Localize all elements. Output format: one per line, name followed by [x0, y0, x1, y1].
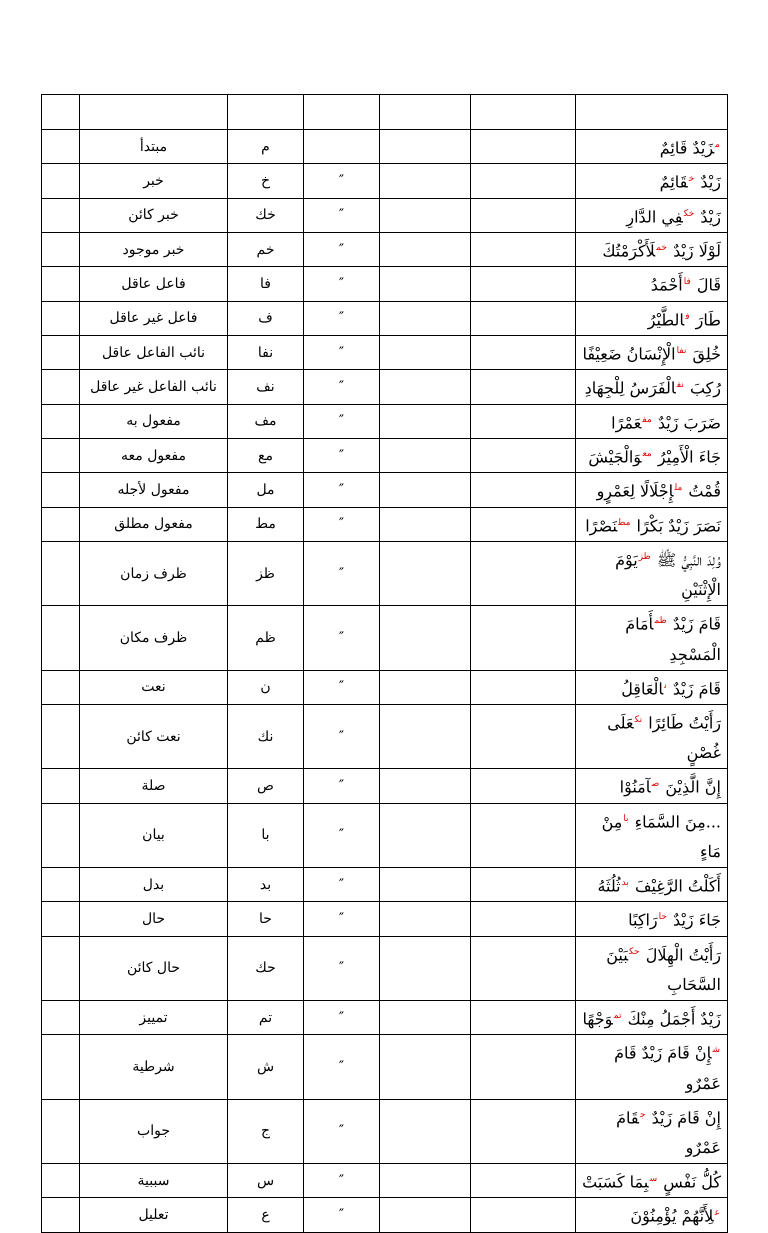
role-name-cell: شرطية — [80, 1035, 228, 1099]
number-cell — [42, 404, 80, 438]
empty-cell — [380, 1198, 471, 1232]
example-text-before: زَيْدٌ — [700, 206, 721, 226]
table-row — [42, 936, 728, 1000]
example-cell — [576, 198, 728, 232]
example-text-after: الْإِنْسَانُ ضَعِيْفًا — [582, 344, 676, 364]
empty-cell — [471, 803, 576, 867]
number-cell — [42, 370, 80, 404]
example-cell — [576, 404, 728, 438]
abbreviation-cell: م — [228, 130, 304, 164]
role-marker: مع — [642, 448, 652, 459]
example-text-before: زَيْدٌ أَجْمَلُ مِنْكَ — [627, 1009, 721, 1029]
table-row — [42, 164, 728, 198]
ditto-cell: ″ — [304, 867, 380, 901]
role-name-cell: مفعول مطلق — [80, 507, 228, 541]
example-text-after: بِمَا كَسَبَتْ — [582, 1172, 649, 1192]
role-name-cell: فاعل غير عاقل — [80, 301, 228, 335]
abbreviation-cell: مف — [228, 404, 304, 438]
number-cell — [42, 473, 80, 507]
example-cell — [576, 541, 728, 605]
empty-cell — [380, 301, 471, 335]
example-text-before: إِنَّ الَّذِيْنَ — [665, 777, 721, 797]
table-row — [42, 198, 728, 232]
table-row — [42, 473, 728, 507]
ditto-cell: ″ — [304, 301, 380, 335]
number-cell — [42, 438, 80, 472]
header-cell — [380, 95, 471, 130]
empty-cell — [471, 1163, 576, 1197]
role-marker: خك — [683, 208, 695, 219]
number-cell — [42, 198, 80, 232]
role-name-cell: ظرف زمان — [80, 541, 228, 605]
abbreviation-cell: خ — [228, 164, 304, 198]
header-cell — [228, 95, 304, 130]
role-marker: ف — [685, 311, 690, 322]
ditto-cell: ″ — [304, 370, 380, 404]
empty-cell — [471, 404, 576, 438]
empty-cell — [471, 335, 576, 369]
example-cell — [576, 704, 728, 768]
abbreviation-cell: نف — [228, 370, 304, 404]
header-row — [42, 95, 728, 130]
table-row — [42, 1198, 728, 1232]
empty-cell — [471, 769, 576, 803]
example-text-before: جَاءَ الْأَمِيْرُ — [657, 447, 721, 467]
example-text-before: خُلِقَ — [692, 344, 721, 364]
example-text-after: أَمَامَ الْمَسْجِدِ — [625, 614, 721, 664]
ditto-cell: ″ — [304, 936, 380, 1000]
empty-cell — [380, 335, 471, 369]
example-cell — [576, 473, 728, 507]
table-row — [42, 541, 728, 605]
example-cell — [576, 1198, 728, 1232]
abbreviation-cell: ظز — [228, 541, 304, 605]
example-cell — [576, 670, 728, 704]
ditto-cell: ″ — [304, 1198, 380, 1232]
number-cell — [42, 267, 80, 301]
table-row — [42, 704, 728, 768]
empty-cell — [380, 769, 471, 803]
example-cell — [576, 301, 728, 335]
example-text-before: طَارَ — [695, 309, 721, 329]
example-text-after: زَيْدٌ قَائِمٌ — [659, 138, 715, 158]
ditto-cell: ″ — [304, 1163, 380, 1197]
example-text-after: آمَنُوْا — [619, 777, 651, 797]
example-cell — [576, 1163, 728, 1197]
role-name-cell: تعليل — [80, 1198, 228, 1232]
number-cell — [42, 507, 80, 541]
example-cell — [576, 803, 728, 867]
role-name-cell: نعت — [80, 670, 228, 704]
example-text-after: فِي الدَّارِ — [626, 206, 683, 226]
example-text-after: يَوْمَ الْإِثْنَيْنِ — [615, 550, 721, 600]
example-text-after: الْفَرَسُ لِلْجِهَادِ — [584, 378, 676, 398]
number-cell — [42, 1099, 80, 1163]
empty-cell — [380, 606, 471, 670]
empty-cell — [471, 606, 576, 670]
example-text-after: الطَّيْرُ — [647, 309, 685, 329]
empty-cell — [380, 867, 471, 901]
empty-cell — [380, 404, 471, 438]
example-cell — [576, 267, 728, 301]
role-name-cell: حال — [80, 902, 228, 936]
example-text-before: وُلِدَ النَّبِيُّ ﷺ — [656, 550, 721, 570]
empty-cell — [380, 507, 471, 541]
table-row — [42, 1000, 728, 1034]
empty-cell — [471, 232, 576, 266]
role-marker: نفا — [676, 345, 687, 356]
number-cell — [42, 541, 80, 605]
ditto-cell: ″ — [304, 803, 380, 867]
empty-cell — [380, 370, 471, 404]
ditto-cell: ″ — [304, 1035, 380, 1099]
role-name-cell: نعت كائن — [80, 704, 228, 768]
example-cell — [576, 902, 728, 936]
role-name-cell: نائب الفاعل غير عاقل — [80, 370, 228, 404]
table-row — [42, 606, 728, 670]
role-marker: خم — [656, 242, 667, 253]
example-text-after: عَلَى غُصْنٍ — [607, 713, 721, 763]
abbreviation-cell: ن — [228, 670, 304, 704]
number-cell — [42, 130, 80, 164]
example-cell — [576, 1000, 728, 1034]
empty-cell — [380, 936, 471, 1000]
table-row — [42, 769, 728, 803]
role-marker: ج — [639, 1109, 646, 1120]
empty-cell — [471, 473, 576, 507]
number-cell — [42, 902, 80, 936]
example-text-before: قُمْتُ — [688, 481, 721, 501]
example-cell — [576, 335, 728, 369]
abbreviation-cell: ج — [228, 1099, 304, 1163]
example-text-after: لَأَكْرَمْتُكَ — [602, 241, 656, 261]
empty-cell — [380, 267, 471, 301]
role-name-cell: خبر كائن — [80, 198, 228, 232]
abbreviation-cell: خك — [228, 198, 304, 232]
example-text-before: إِنْ قَامَ زَيْدٌ — [651, 1107, 721, 1127]
role-name-cell: نائب الفاعل عاقل — [80, 335, 228, 369]
empty-cell — [380, 1163, 471, 1197]
example-text-after: قَامَ عَمْرٌو — [616, 1107, 721, 1157]
empty-cell — [471, 670, 576, 704]
role-name-cell: مفعول معه — [80, 438, 228, 472]
role-marker: ص — [651, 779, 660, 790]
table-row — [42, 507, 728, 541]
ditto-cell: ″ — [304, 198, 380, 232]
header-cell — [42, 95, 80, 130]
ditto-cell: ″ — [304, 769, 380, 803]
example-text-after: إِجْلَالًا لِعَمْرٍو — [596, 481, 674, 501]
table-row — [42, 335, 728, 369]
number-cell — [42, 1198, 80, 1232]
header-cell — [304, 95, 380, 130]
example-text-before: ضَرَبَ زَيْدٌ — [657, 412, 721, 432]
example-text-before: رَأَيْتُ الْهِلَالَ — [645, 944, 721, 964]
empty-cell — [380, 902, 471, 936]
example-cell — [576, 1035, 728, 1099]
role-marker: حك — [629, 946, 640, 957]
abbreviation-cell: تم — [228, 1000, 304, 1034]
example-text-before: لَوْلَا زَيْدٌ — [673, 241, 721, 261]
role-name-cell: بيان — [80, 803, 228, 867]
example-cell — [576, 507, 728, 541]
example-text-before: أَكَلْتُ الرَّغِيْفَ — [634, 876, 721, 896]
example-cell — [576, 606, 728, 670]
role-name-cell: حال كائن — [80, 936, 228, 1000]
role-name-cell: ظرف مكان — [80, 606, 228, 670]
ditto-cell: ″ — [304, 670, 380, 704]
empty-cell — [471, 1000, 576, 1034]
number-cell — [42, 769, 80, 803]
ditto-cell: ″ — [304, 335, 380, 369]
empty-cell — [471, 1099, 576, 1163]
abbreviation-cell: مع — [228, 438, 304, 472]
role-name-cell: جواب — [80, 1099, 228, 1163]
empty-cell — [380, 232, 471, 266]
role-name-cell: سببية — [80, 1163, 228, 1197]
role-marker: م — [715, 140, 720, 150]
role-marker: فا — [683, 277, 691, 288]
abbreviation-cell: ش — [228, 1035, 304, 1099]
empty-cell — [471, 301, 576, 335]
ditto-cell: ″ — [304, 606, 380, 670]
role-marker: با — [623, 813, 629, 824]
role-marker: ن — [664, 680, 667, 691]
example-text-after: وَجْهًا — [582, 1009, 613, 1029]
number-cell — [42, 936, 80, 1000]
abbreviation-cell: س — [228, 1163, 304, 1197]
grammar-table — [41, 94, 728, 1233]
example-text-after: إِنْ قَامَ زَيْدٌ قَامَ عَمْرٌو — [614, 1043, 721, 1093]
example-text-before: كُلُّ نَفْسٍ — [663, 1172, 721, 1192]
example-text-after: بَيْنَ السَّحَابِ — [606, 944, 721, 994]
empty-cell — [380, 198, 471, 232]
empty-cell — [380, 541, 471, 605]
empty-cell — [380, 1099, 471, 1163]
table-row — [42, 267, 728, 301]
role-marker: ع — [714, 1208, 720, 1219]
table-row — [42, 867, 728, 901]
empty-cell — [380, 164, 471, 198]
empty-cell — [471, 507, 576, 541]
header-cell — [576, 95, 728, 130]
abbreviation-cell: ع — [228, 1198, 304, 1232]
abbreviation-cell: خم — [228, 232, 304, 266]
example-text-before: قَالَ — [696, 275, 721, 295]
empty-cell — [471, 370, 576, 404]
empty-cell — [471, 902, 576, 936]
role-marker: خ — [688, 174, 695, 185]
empty-cell — [471, 1035, 576, 1099]
role-marker: نك — [634, 714, 643, 725]
number-cell — [42, 164, 80, 198]
abbreviation-cell: ص — [228, 769, 304, 803]
abbreviation-cell: مط — [228, 507, 304, 541]
table-row — [42, 803, 728, 867]
empty-cell — [380, 130, 471, 164]
number-cell — [42, 704, 80, 768]
role-marker: تم — [613, 1010, 622, 1021]
example-text-after: ثُلُثَهُ — [597, 876, 621, 896]
role-marker: بد — [621, 877, 629, 888]
role-marker: ش — [712, 1045, 720, 1056]
abbreviation-cell: حك — [228, 936, 304, 1000]
abbreviation-cell: حا — [228, 902, 304, 936]
empty-cell — [380, 704, 471, 768]
header-cell — [471, 95, 576, 130]
empty-cell — [471, 541, 576, 605]
table-row — [42, 130, 728, 164]
number-cell — [42, 335, 80, 369]
role-name-cell: خبر موجود — [80, 232, 228, 266]
example-text-before: قَامَ زَيْدٌ — [672, 614, 721, 634]
role-marker: مل — [674, 483, 683, 494]
ditto-cell: ″ — [304, 1000, 380, 1034]
role-marker: ظم — [654, 616, 667, 627]
example-text-before: نَصَرَ زَيْدٌ بَكْرًا — [636, 515, 721, 535]
table-row — [42, 902, 728, 936]
table-row — [42, 1035, 728, 1099]
example-cell — [576, 370, 728, 404]
abbreviation-cell: فا — [228, 267, 304, 301]
example-text-after: لِأَنَّهُمْ يُؤْمِنُوْنَ — [630, 1206, 714, 1226]
empty-cell — [380, 473, 471, 507]
example-text-before: ...مِنَ السَّمَاءِ — [634, 811, 721, 831]
empty-cell — [380, 1035, 471, 1099]
example-text-after: وَالْجَيْشَ — [588, 447, 642, 467]
number-cell — [42, 867, 80, 901]
example-cell — [576, 936, 728, 1000]
example-cell — [576, 164, 728, 198]
example-text-before: قَامَ زَيْدٌ — [672, 678, 721, 698]
role-name-cell: تمييز — [80, 1000, 228, 1034]
table-row — [42, 1163, 728, 1197]
table-row — [42, 370, 728, 404]
role-name-cell: فاعل عاقل — [80, 267, 228, 301]
abbreviation-cell: بد — [228, 867, 304, 901]
abbreviation-cell: نك — [228, 704, 304, 768]
example-text-before: زَيْدٌ — [700, 172, 721, 192]
empty-cell — [471, 438, 576, 472]
role-name-cell: خبر — [80, 164, 228, 198]
ditto-cell: ″ — [304, 507, 380, 541]
empty-cell — [471, 704, 576, 768]
role-name-cell: مفعول لأجله — [80, 473, 228, 507]
abbreviation-cell: ظم — [228, 606, 304, 670]
number-cell — [42, 232, 80, 266]
role-name-cell: صلة — [80, 769, 228, 803]
example-cell — [576, 130, 728, 164]
ditto-cell: ″ — [304, 541, 380, 605]
table-row — [42, 1099, 728, 1163]
example-text-after: أَحْمَدُ — [650, 275, 683, 295]
ditto-cell: ″ — [304, 232, 380, 266]
number-cell — [42, 1163, 80, 1197]
role-name-cell: مبتدأ — [80, 130, 228, 164]
role-marker: س — [649, 1173, 658, 1184]
example-text-after: رَاكِبًا — [628, 910, 658, 930]
empty-cell — [471, 936, 576, 1000]
empty-cell — [471, 1198, 576, 1232]
empty-cell — [380, 803, 471, 867]
number-cell — [42, 803, 80, 867]
table-row — [42, 438, 728, 472]
empty-cell — [380, 670, 471, 704]
table-row — [42, 232, 728, 266]
empty-cell — [380, 1000, 471, 1034]
example-text-after: الْعَاقِلُ — [621, 678, 664, 698]
ditto-cell: ″ — [304, 473, 380, 507]
number-cell — [42, 670, 80, 704]
ditto-cell: ″ — [304, 267, 380, 301]
number-cell — [42, 1000, 80, 1034]
example-cell — [576, 1099, 728, 1163]
number-cell — [42, 606, 80, 670]
ditto-cell — [304, 130, 380, 164]
abbreviation-cell: با — [228, 803, 304, 867]
empty-cell — [380, 438, 471, 472]
empty-cell — [471, 267, 576, 301]
role-marker: مف — [642, 414, 652, 425]
table-row — [42, 301, 728, 335]
abbreviation-cell: مل — [228, 473, 304, 507]
example-text-after: مِنْ مَاءٍ — [601, 811, 721, 861]
empty-cell — [471, 130, 576, 164]
example-text-after: نَصْرًا — [585, 515, 618, 535]
ditto-cell: ″ — [304, 438, 380, 472]
empty-cell — [471, 164, 576, 198]
example-text-before: جَاءَ زَيْدٌ — [673, 910, 721, 930]
ditto-cell: ″ — [304, 404, 380, 438]
number-cell — [42, 301, 80, 335]
example-cell — [576, 438, 728, 472]
empty-cell — [471, 198, 576, 232]
role-name-cell: بدل — [80, 867, 228, 901]
ditto-cell: ″ — [304, 902, 380, 936]
abbreviation-cell: نفا — [228, 335, 304, 369]
ditto-cell: ″ — [304, 1099, 380, 1163]
role-marker: مط — [618, 517, 631, 528]
example-cell — [576, 232, 728, 266]
number-cell — [42, 1035, 80, 1099]
table-row — [42, 404, 728, 438]
abbreviation-cell: ف — [228, 301, 304, 335]
empty-cell — [471, 867, 576, 901]
role-marker: ظز — [638, 551, 651, 562]
ditto-cell: ″ — [304, 704, 380, 768]
role-name-cell: مفعول به — [80, 404, 228, 438]
example-cell — [576, 769, 728, 803]
role-marker: نف — [676, 380, 684, 391]
example-text-after: عَمْرًا — [611, 412, 642, 432]
example-text-before: رَأَيْتُ طَائِرًا — [648, 713, 721, 733]
role-marker: حا — [658, 912, 667, 923]
ditto-cell: ″ — [304, 164, 380, 198]
example-text-before: رُكِبَ — [689, 378, 721, 398]
example-cell — [576, 867, 728, 901]
example-text-after: قَائِمٌ — [659, 172, 688, 192]
table-row — [42, 670, 728, 704]
header-cell — [80, 95, 228, 130]
